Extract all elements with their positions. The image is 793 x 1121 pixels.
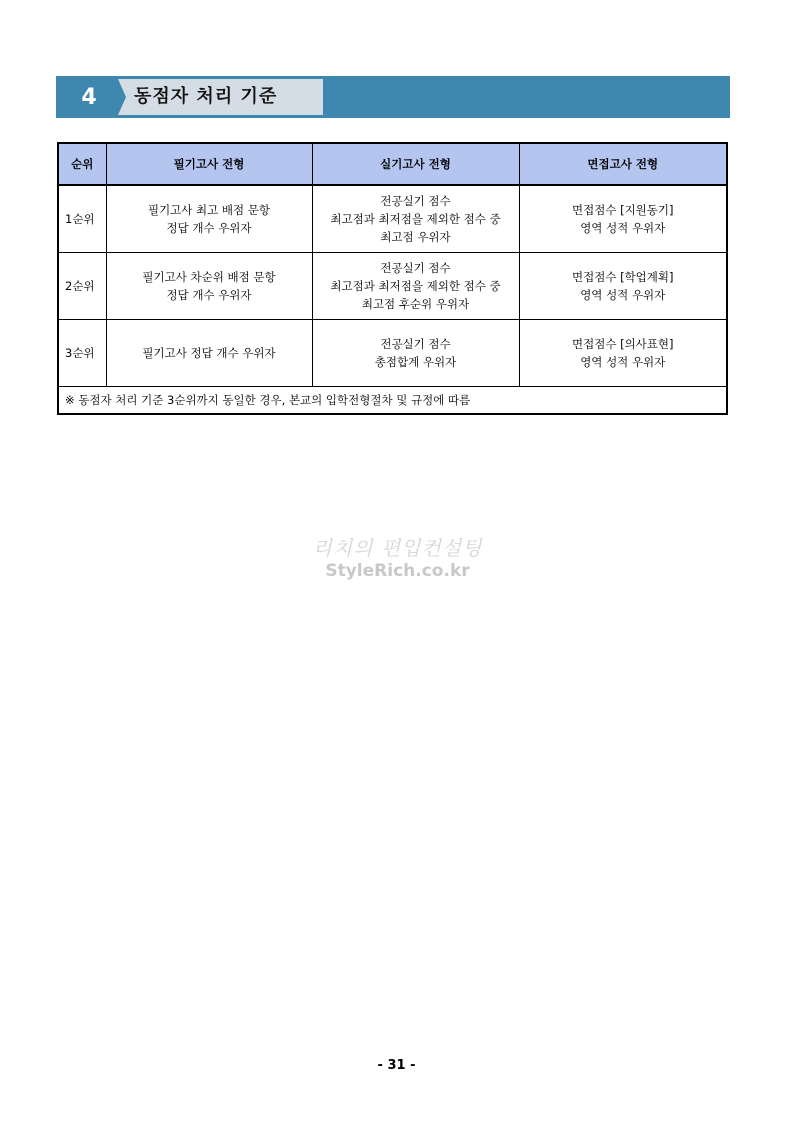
cell-line: 전공실기 점수 <box>380 337 451 351</box>
rank-cell: 3순위 <box>58 320 106 387</box>
practical-cell <box>312 320 519 387</box>
section-title-box <box>118 79 323 115</box>
cell-line: 면접점수 [지원동기] <box>572 203 674 217</box>
cell-line: 영역 성적 우위자 <box>580 355 666 369</box>
column-header-practical: 실기고사 전형 <box>312 143 519 185</box>
watermark-url: StyleRich.co.kr <box>325 561 470 581</box>
rank-cell: 1순위 <box>58 185 106 253</box>
interview-cell <box>519 185 727 253</box>
cell-line: 필기고사 정답 개수 우위자 <box>142 346 276 360</box>
section-title: 동점자 처리 기준 <box>134 86 278 107</box>
cell-line: 전공실기 점수 <box>380 261 451 275</box>
note-row <box>58 387 727 415</box>
table-row <box>58 253 727 320</box>
interview-cell <box>519 253 727 320</box>
column-header-rank: 순위 <box>58 143 106 185</box>
watermark-brand: 리치의 편입컨설팅 <box>312 536 483 560</box>
cell-line: 필기고사 차순위 배점 문항 <box>142 270 276 284</box>
table-row <box>58 185 727 253</box>
cell-line: 영역 성적 우위자 <box>580 221 666 235</box>
cell-line: 정답 개수 우위자 <box>166 221 252 235</box>
table-note: ※ 동점자 처리 기준 3순위까지 동일한 경우, 본교의 입학전형절차 및 규정에 따름 <box>58 387 727 415</box>
practical-cell <box>312 253 519 320</box>
cell-line: 필기고사 최고 배점 문항 <box>147 203 271 217</box>
interview-cell <box>519 320 727 387</box>
written-cell <box>106 185 312 253</box>
cell-line: 면접점수 [의사표현] <box>572 337 674 351</box>
cell-line: 총점합계 우위자 <box>374 355 457 369</box>
cell-line: 정답 개수 우위자 <box>166 288 252 302</box>
cell-line: 최고점과 최저점을 제외한 점수 중 <box>330 279 501 293</box>
written-cell <box>106 253 312 320</box>
rank-cell: 2순위 <box>58 253 106 320</box>
cell-line: 최고점과 최저점을 제외한 점수 중 <box>330 212 501 226</box>
column-header-written: 필기고사 전형 <box>106 143 312 185</box>
page-number: - 31 - <box>377 1058 416 1073</box>
cell-line: 최고점 후순위 우위자 <box>361 297 470 311</box>
cell-line: 영역 성적 우위자 <box>580 288 666 302</box>
table-row <box>58 320 727 387</box>
section-number: 4 <box>81 85 97 110</box>
section-header-bar <box>56 76 730 118</box>
practical-cell <box>312 185 519 253</box>
table-header-row <box>58 143 727 185</box>
cell-line: 면접점수 [학업계획] <box>572 270 674 284</box>
watermark <box>300 532 495 581</box>
tie-break-criteria-table <box>57 142 728 415</box>
column-header-interview: 면접고사 전형 <box>519 143 727 185</box>
written-cell <box>106 320 312 387</box>
cell-line: 최고점 우위자 <box>380 230 451 244</box>
cell-line: 전공실기 점수 <box>380 194 451 208</box>
